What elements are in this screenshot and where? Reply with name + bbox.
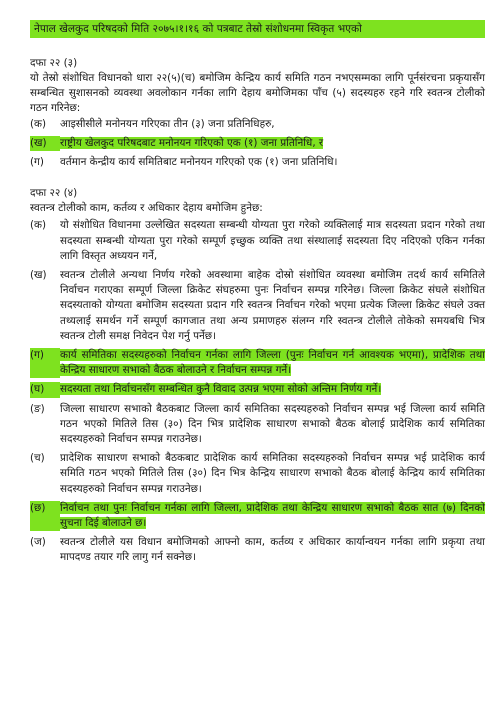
section-list-22-3 [30,117,485,171]
list-item-key: (च) [30,452,45,465]
list-item-text: स्वतन्त्र टोलीले अन्यथा निर्णय गरेको अवस्थामा बाहेक दोस्रो संशोधित व्यवस्था बमोजिम तदर्थ कार्य समितिले निर्वाचन गराएका सम्पूर्ण जिल्ला क्रिकेट संघहरुमा पुनः निर्वाचन सम्पन्न गरिनेछ। जिल्ला क्रिकेट संघले संशोधित सदस्यताको योग्यता बमोजिम सदस्यता प्रदान गरि स्वतन्त्र निर्वाचन गरेको भएमा प्रत्येक जिल्ला क्रिकेट संघले उक्त तथ्यलाई समर्थन गर्ने सम्पूर्ण कागजात तथा अन्य प्रमाणहरु संलग्न गरि स्वतन्त्र टोलीले तोकेको समयबधि भित्र स्वतन्त्र टोली समक्ष निवेदन पेश गर्नु पर्नेछ। [60,269,485,342]
list-item-key: (ग) [30,156,44,169]
list-item [30,535,485,565]
list-item [30,117,485,132]
list-item-text: यो संशोधित विधानमा उल्लेखित सदस्यता सम्बन्धी योग्यता पुरा गरेको व्यक्तिलाई मात्र सदस्यता प्रदान गरेको तथा सदस्यता सम्बन्धी योग्यता पुरा गरेको सम्पूर्ण इच्छुक व्यक्ति तथा संस्थालाई सदस्यता दिए नदिएको एकिन गर्नका लागि विस्तृत अध्ययन गर्ने, [60,219,485,262]
list-item-key: (ङ) [30,402,45,415]
list-item-key: (ख) [30,136,60,151]
list-item [30,136,485,151]
section-intro-22-4: स्वतन्त्र टोलीको काम, कर्तव्य र अधिकार देहाय बमोजिम हुनेछ: [30,202,263,215]
list-item-text: प्रादेशिक साधारण सभाको बैठकबाट प्रादेशिक कार्य समितिका सदस्यहरुको निर्वाचन सम्पन्न भई प्रादेशिक कार्य समिति गठन भएको मितिले तिस (३०) दिन भित्र केन्द्रिय साधारण सभाको बैठक बोलाई केन्द्रिय कार्य समितिका सदस्यहरुको निर्वाचन सम्पन्न गराउनेछ। [60,452,485,495]
highlight-mark: राष्ट्रीय खेलकुद परिषदबाट मनोनयन गरिएको एक (१) जना प्रतिनिधि, र [60,136,324,149]
list-item-key: (क) [30,117,47,130]
list-item-text [60,136,485,151]
highlight-mark: निर्वाचन तथा पुनः निर्वाचन गर्नका लागि जिल्ला, प्रादेशिक तथा केन्द्रिय साधारण सभाको बैठक सात (७) दिनको सुचना दिई बोलाउने छ। [60,501,485,530]
list-item-text [60,501,485,531]
list-item-key: (छ) [30,501,60,531]
list-item-key: (ज) [30,536,46,549]
list-item [30,218,485,264]
section-heading-22-4: दफा २२ (४) [30,187,78,200]
list-item [30,451,485,497]
list-item-text [60,382,485,397]
list-item-text: वर्तमान केन्द्रीय कार्य समितिबाट मनोनयन गरिएको एक (१) जना प्रतिनिधि। [60,156,338,169]
document-title: नेपाल खेलकुद परिषदको मिति २०७५।१।१६ को पत्रबाट तेस्रो संशोधनमा स्विकृत भएको [30,20,485,38]
list-item-text: जिल्ला साधारण सभाको बैठकबाट जिल्ला कार्य समितिका सदस्यहरुको निर्वाचन सम्पन्न भई जिल्ला कार्य समिति गठन भएको मितिले तिस (३०) दिन भित्र प्रादेशिक साधारण सभाको बैठक बोलाई प्रादेशिक कार्य समितिका सदस्यहरुको निर्वाचन सम्पन्न गराउनेछ। [60,402,485,446]
list-item-key: (क) [30,219,47,232]
section-list-22-4 [30,218,485,565]
highlight-mark: कार्य समितिका सदस्यहरुको निर्वाचन गर्नका लागि जिल्ला (पुनः निर्वाचन गर्न आवश्यक भएमा), प्रादेशिक तथा केन्द्रिय साधारण सभाको बैठक बोलाउने र निर्वाचन सम्पन्न गर्ने। [60,349,485,377]
list-item-key: (ख) [30,269,47,282]
list-item [30,382,485,397]
list-item-text: आइसीसीले मनोनयन गरिएका तीन (३) जना प्रतिनिधिहरु, [60,117,275,130]
list-item-text [60,348,485,378]
list-item-key: (ग) [30,348,60,378]
list-item-text: स्वतन्त्र टोलीले यस विधान बमोजिमको आफ्नो काम, कर्तव्य र अधिकार कार्यान्वयन गर्नका लागि प्रकृया तथा मापदण्ड तयार गरि लागु गर्न सक्नेछ। [60,536,485,564]
list-item [30,348,485,378]
section-intro-22-3: यो तेस्रो संशोधित विधानको धारा २२(५)(च) बमोजिम केन्द्रिय कार्य समिति गठन नभएसम्मका लागि पूर्नसंरचना प्रकृयासँग सम्बन्धित सुशासनको व्यवस्था अवलोकान गर्नका लागि देहाय बमोजिमका पाँच (५) सदस्यहरु रहने गरि स्वतन्त्र टोलीको गठन गरिनेछ: [30,72,485,115]
list-item [30,402,485,448]
list-item-key: (घ) [30,382,60,397]
section-heading-22-3: दफा २२ (३) [30,57,78,69]
list-item [30,501,485,531]
list-item [30,268,485,344]
list-item [30,155,485,170]
highlight-mark: सदस्यता तथा निर्वाचनसँग सम्बन्धित कुनै विवाद उत्पन्न भएमा सोको अन्तिम निर्णय गर्ने। [60,383,382,396]
